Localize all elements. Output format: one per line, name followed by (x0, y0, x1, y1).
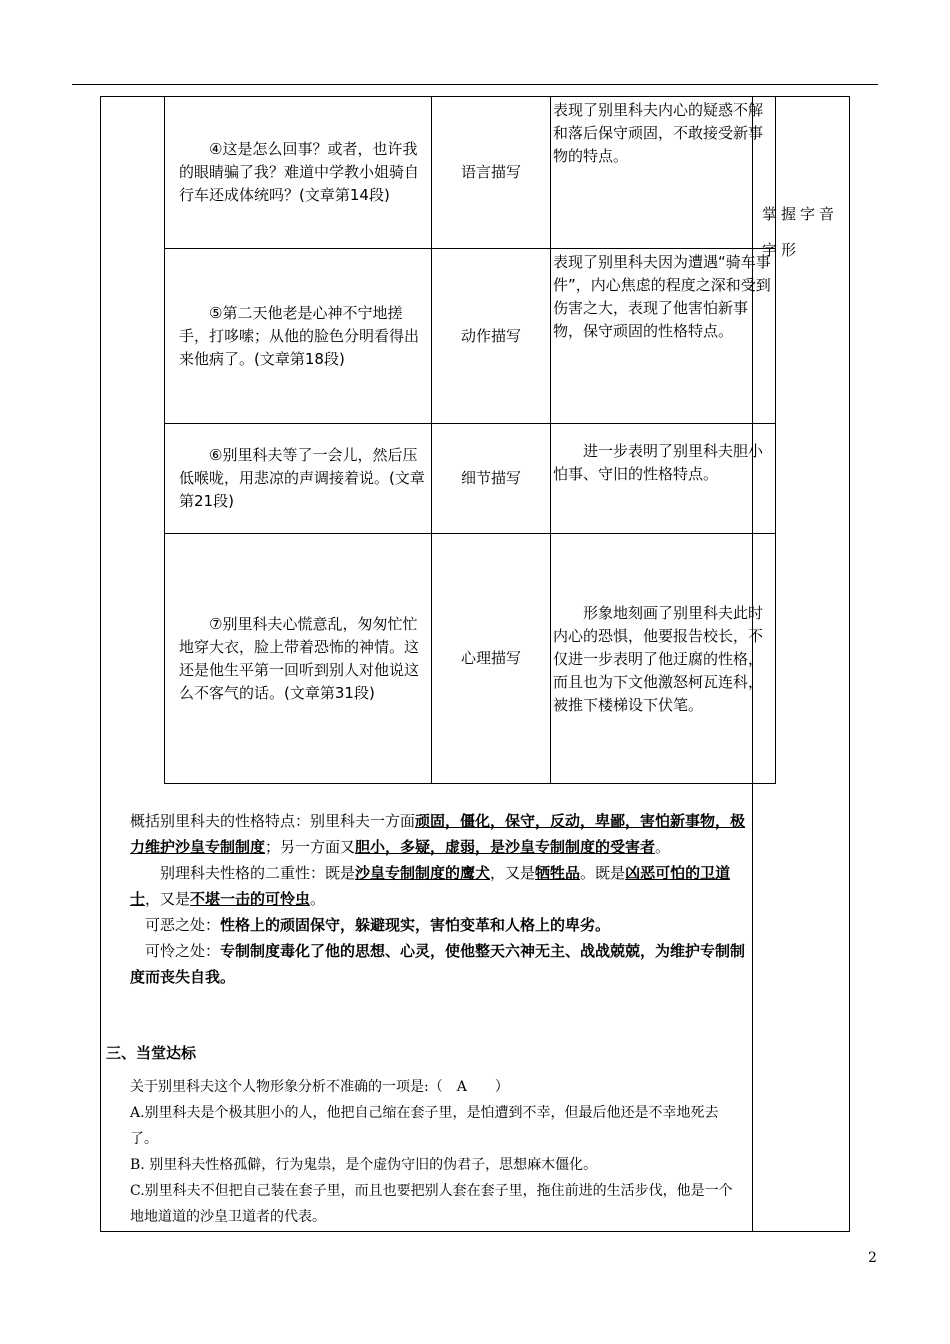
summary-duality: 别理科夫性格的二重性：既是沙皇专制制度的鹰犬，又是牺牲品。既是凶恶可怕的卫道士，又是不堪一击的可怜虫。 (130, 864, 731, 908)
section-title: 三、当堂达标 (106, 1044, 197, 1062)
method-cell: 心理描写 (432, 534, 551, 784)
summary-traits: 概括别里科夫的性格特点：别里科夫一方面顽固，僵化，保守，反动，卑鄙，害怕新事物，极力维护沙皇专制制度；另一方面又胆小，多疑，虚弱，是沙皇专制制度的受害者。 (130, 812, 746, 856)
table-row (165, 424, 776, 534)
header-rule (72, 84, 878, 85)
quote-cell: ④这是怎么回事？或者，也许我的眼睛骗了我？难道中学教小姐骑自行车还成体统吗？(文章第14段) (165, 97, 432, 249)
method-cell: 语言描写 (432, 97, 551, 249)
method-cell: 动作描写 (432, 249, 551, 424)
summary-pitiable: 可怜之处：专制制度毒化了他的思想、心灵，使他整天六神无主、战战兢兢，为维护专制制度而丧失自我。 (130, 942, 746, 986)
exercise (130, 1074, 746, 1230)
quote-cell: ⑦别里科夫心慌意乱，匆匆忙忙地穿大衣，脸上带着恐怖的神情。这还是他生平第一回听到别人对他说这么不客气的话。(文章第31段) (165, 534, 432, 784)
exercise-question: 关于别里科夫这个人物形象分析不准确的一项是:（ A ） (130, 1079, 509, 1095)
side-note: 掌握字音字形 (762, 205, 839, 259)
method-cell: 细节描写 (432, 424, 551, 534)
effect-cell: 进一步表明了别里科夫胆小怕事、守旧的性格特点。 (551, 424, 776, 534)
option-c: C.别里科夫不但把自己装在套子里，而且也要把别人套在套子里，拖住前进的生活步伐，他是一个地地道道的沙皇卫道者的代表。 (130, 1183, 733, 1225)
table-row (165, 97, 776, 249)
page-number: 2 (868, 1250, 877, 1266)
quote-cell: ⑥别里科夫等了一会儿，然后压低喉咙，用悲凉的声调接着说。(文章第21段) (165, 424, 432, 534)
summary-hateful: 可恶之处：性格上的顽固保守，躲避现实，害怕变革和人格上的卑劣。 (145, 916, 611, 934)
table-row (165, 534, 776, 784)
quote-cell: ⑤第二天他老是心神不宁地搓手，打哆嗦；从他的脸色分明看得出来他病了。(文章第18段) (165, 249, 432, 424)
option-b: B. 别里科夫性格孤僻，行为鬼祟，是个虚伪守旧的伪君子，思想麻木僵化。 (130, 1157, 598, 1173)
table-row (165, 249, 776, 424)
effect-cell: 表现了别里科夫内心的疑惑不解和落后保守顽固，不敢接受新事物的特点。 (551, 97, 776, 249)
option-a: A.别里科夫是个极其胆小的人，他把自己缩在套子里，是怕遭到不幸，但最后他还是不幸地死去了。 (130, 1105, 719, 1147)
analysis-table (164, 96, 776, 784)
effect-cell: 形象地刻画了别里科夫此时内心的恐惧，他要报告校长，不仅进一步表明了他迂腐的性格，而且也为下文他激怒柯瓦连科，被推下楼梯设下伏笔。 (551, 534, 776, 784)
character-summary (130, 808, 746, 990)
effect-cell: 表现了别里科夫因为遭遇“骑车事件”，内心焦虑的程度之深和受到伤害之大，表现了他害怕新事物，保守顽固的性格特点。 (551, 249, 776, 424)
